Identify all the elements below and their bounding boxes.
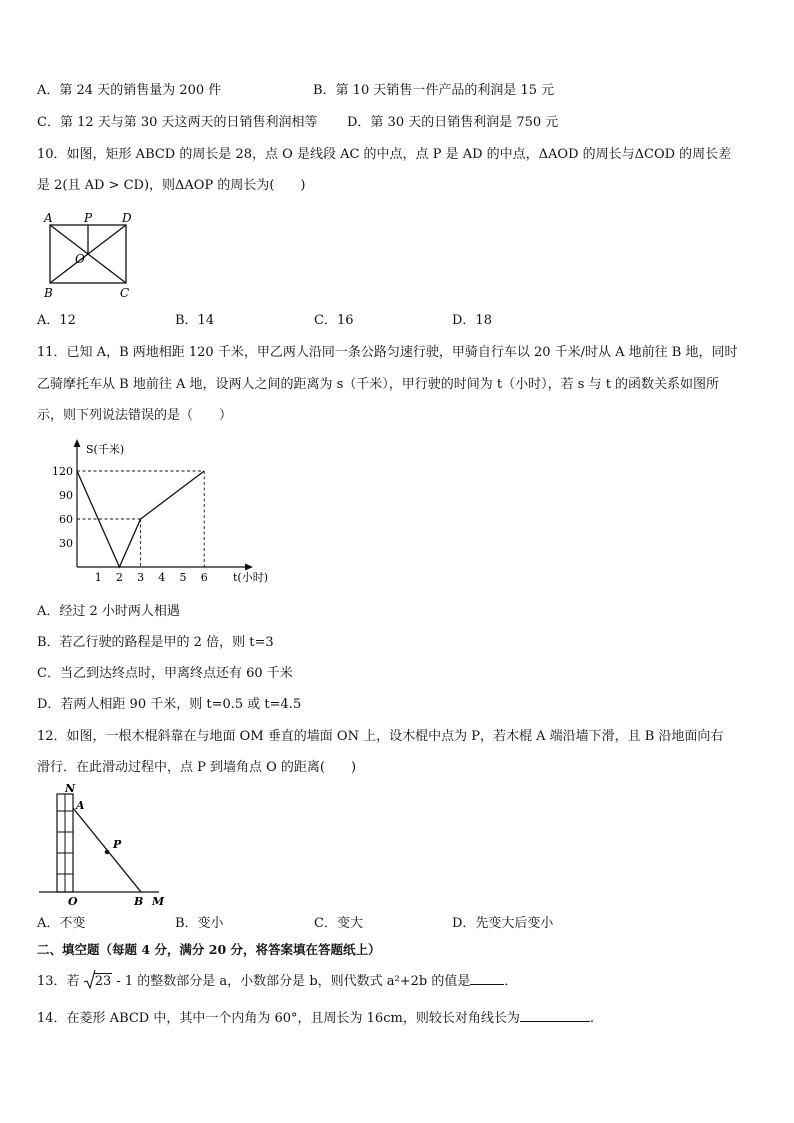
q10-option-d: D．18	[452, 313, 492, 328]
q9-option-a: A．第 24 天的销售量为 200 件	[37, 83, 222, 98]
q14-text: 14．在菱形 ABCD 中，其中一个内角为 60°，且周长为 16cm，则较长对角线长为	[37, 1011, 520, 1026]
q11-option-c: C．当乙到达终点时，甲离终点还有 60 千米	[37, 666, 293, 681]
q13-radicand: 23	[94, 974, 112, 989]
q11-option-a: A．经过 2 小时两人相遇	[37, 604, 180, 619]
q12-stem-line2: 滑行．在此滑动过程中，点 P 到墙角点 O 的距离( )	[37, 760, 357, 775]
q11-stem-line3: 示，则下列说法错误的是（ ）	[37, 408, 233, 423]
q12-label-o: O	[68, 895, 78, 908]
q11-ytick-label: 30	[59, 537, 73, 550]
q10-label-p: P	[84, 211, 93, 225]
q12-label-n: N	[65, 782, 76, 795]
q11-ytick-label: 120	[52, 465, 73, 478]
q10-stem-line1: 10．如图，矩形 ABCD 的周长是 28，点 O 是线段 AC 的中点，点 P 是 AD 的中点，ΔAOD 的周长与ΔCOD 的周长差	[37, 147, 732, 162]
q13-rest: - 1 的整数部分是 a，小数部分是 b，则代数式 a²+2b 的值是	[116, 974, 471, 989]
q9-option-c: C．第 12 天与第 30 天这两天的日销售利润相等	[37, 115, 318, 130]
q10-label-b: B	[44, 286, 53, 300]
q14-stem	[37, 1009, 594, 1028]
q12-option-b: B．变小	[175, 916, 224, 931]
q10-label-a: A	[44, 211, 53, 225]
q12-label-a: A	[76, 799, 85, 812]
q10-rectangle-figure	[36, 205, 146, 300]
q13-sqrt	[84, 973, 113, 991]
q13-stem	[37, 972, 517, 991]
q10-option-a: A．12	[37, 313, 76, 328]
q11-xtick-label: 4	[158, 571, 166, 584]
q11-xtick-label: 1	[94, 571, 102, 584]
q13-answer-blank	[470, 972, 504, 985]
q11-stem-line1: 11．已知 A，B 两地相距 120 千米，甲乙两人沿同一条公路匀速行驶，甲骑自行车以 20 千米/时从 A 地前往 B 地，同时	[37, 345, 738, 360]
q11-x-axis-label: t(小时)	[233, 571, 269, 584]
q12-option-c: C．变大	[314, 916, 363, 931]
q12-label-b: B	[134, 895, 144, 908]
q11-xtick-label: 3	[137, 571, 145, 584]
q11-option-d: D．若两人相距 90 千米，则 t=0.5 或 t=4.5	[37, 697, 302, 712]
q10-label-c: C	[120, 286, 130, 300]
q10-option-b: B．14	[175, 313, 215, 328]
q13-end: ．	[504, 974, 518, 989]
q11-stem-line2: 乙骑摩托车从 B 地前往 A 地，设两人之间的距离为 s（千米），甲行驶的时间为 t（小时），若 s 与 t 的函数关系如图所	[37, 377, 720, 392]
q11-ytick-label: 60	[59, 513, 73, 526]
q9-option-d: D．第 30 天的日销售利润是 750 元	[347, 115, 559, 130]
q11-xtick-label: 2	[115, 571, 123, 584]
q11-xtick-label: 6	[200, 571, 208, 584]
q12-stem-line1: 12．如图，一根木棍斜靠在与地面 OM 垂直的墙面 ON 上，设木棍中点为 P，若木棍 A 端沿墙下滑，且 B 沿地面向右	[37, 729, 724, 744]
q10-stem-line2: 是 2(且 AD > CD)，则ΔAOP 的周长为( )	[37, 178, 306, 193]
q14-end: .	[589, 1011, 594, 1026]
q12-option-a: A．不变	[37, 916, 86, 931]
q11-y-axis-label: S(千米)	[86, 443, 125, 456]
q12-label-p: P	[113, 838, 122, 851]
q12-option-d: D．先变大后变小	[452, 916, 554, 931]
q12-label-m: M	[152, 895, 165, 908]
q13-prefix: 13．若	[37, 974, 80, 989]
q11-function-graph	[40, 435, 280, 585]
section-heading: 二、填空题（每题 4 分，满分 20 分，将答案填在答题纸上）	[37, 942, 381, 957]
q10-option-c: C．16	[314, 313, 354, 328]
q11-xtick-label: 5	[179, 571, 187, 584]
q12-ladder-figure	[35, 782, 175, 907]
q9-option-b: B．第 10 天销售一件产品的利润是 15 元	[313, 83, 555, 98]
q14-answer-blank	[520, 1009, 590, 1022]
q10-label-o: O	[75, 252, 85, 266]
q11-option-b: B．若乙行驶的路程是甲的 2 倍，则 t=3	[37, 635, 274, 650]
q10-label-d: D	[122, 211, 132, 225]
q11-ytick-label: 90	[59, 489, 73, 502]
